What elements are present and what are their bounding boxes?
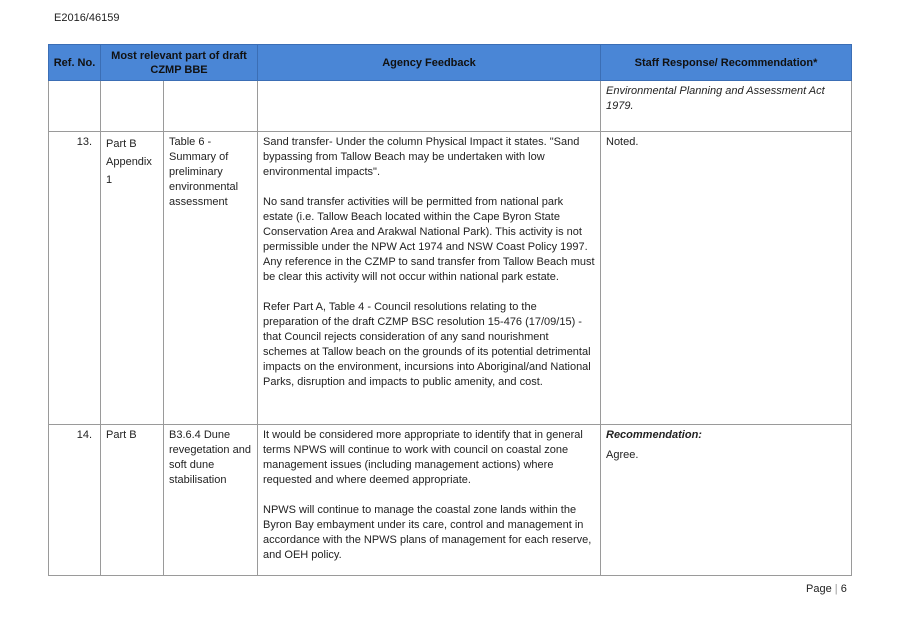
table-row-continuation: [49, 81, 852, 132]
section-cell: [164, 81, 258, 132]
feedback-cell: [258, 425, 601, 576]
response-cell: [601, 425, 852, 576]
table-row: [49, 132, 852, 425]
ref-cell: [49, 132, 101, 425]
feedback-paragraph: It would be considered more appropriate to identify that in general terms NPWS will continue to work with council on coastal zone management issues (including management actions) where requested and where deemed appropriate.: [263, 429, 583, 486]
table-header-row: [49, 45, 852, 81]
part-cell: [101, 132, 164, 425]
page-label: Page: [806, 583, 832, 595]
response-text: Environmental Planning and Assessment Act 1979.: [606, 85, 825, 112]
response-cell: [601, 81, 852, 132]
section-label: Table 6 - Summary of preliminary environmental assessment: [169, 136, 239, 208]
ref-number: 14.: [76, 429, 92, 441]
table-row: [49, 425, 852, 576]
feedback-paragraph: No sand transfer activities will be permitted from national park estate (i.e. Tallow Beach located within the Cape Byron State Conservation Area and Arakwal National Park). This activity is not permissible under the NPW Act 1974 and NSW Coast Policy 1997. Any reference in the CZMP to sand transfer from Tallow Beach must be clear this activity will not occur within national park estate.: [263, 196, 595, 283]
part-label: Part B: [106, 138, 137, 150]
section-label: B3.6.4 Dune revegetation and soft dune stabilisation: [169, 429, 251, 486]
ref-number: 13.: [76, 136, 92, 148]
feedback-paragraph: Refer Part A, Table 4 - Council resolutions relating to the preparation of the draft CZMP BSC resolution 15-476 (17/09/15) - that Council rejects consideration of any sand nourishment schemes at Tallow beach on the grounds of its potential detrimental impacts on the environment, incursions into Aboriginal/and National Parks, disruption and impacts to public amenity, and cost.: [263, 301, 591, 388]
header-agency-feedback: Agency Feedback: [258, 45, 601, 81]
header-ref-no: Ref. No.: [49, 45, 101, 81]
ref-cell: [49, 81, 101, 132]
recommendation-label: Recommendation:: [606, 429, 702, 441]
ref-cell: [49, 425, 101, 576]
response-text: Noted.: [606, 136, 639, 148]
part-cell: [101, 425, 164, 576]
feedback-cell: [258, 81, 601, 132]
page-number-value: 6: [840, 583, 847, 595]
feedback-paragraph: Sand transfer- Under the column Physical Impact it states. "Sand bypassing from Tallow Beach may be undertaken with low environmental impacts".: [263, 136, 580, 178]
feedback-cell: [258, 132, 601, 425]
response-text: Agree.: [606, 449, 639, 461]
header-relevant-part: Most relevant part of draft CZMP BBE: [101, 45, 258, 81]
section-cell: [164, 132, 258, 425]
page-number: [806, 583, 847, 595]
part-sublabel: Appendix 1: [106, 156, 152, 186]
page-separator: |: [834, 583, 838, 595]
response-cell: [601, 132, 852, 425]
agency-feedback-table: [48, 44, 852, 576]
section-cell: [164, 425, 258, 576]
feedback-paragraph: NPWS will continue to manage the coastal zone lands within the Byron Bay embayment under its care, control and management in accordance with the NPWS plans of management for each reserve, and OEH policy.: [263, 504, 592, 561]
part-cell: [101, 81, 164, 132]
document-reference: E2016/46159: [54, 12, 120, 24]
header-staff-response: Staff Response/ Recommendation*: [601, 45, 852, 81]
part-label: Part B: [106, 429, 137, 441]
